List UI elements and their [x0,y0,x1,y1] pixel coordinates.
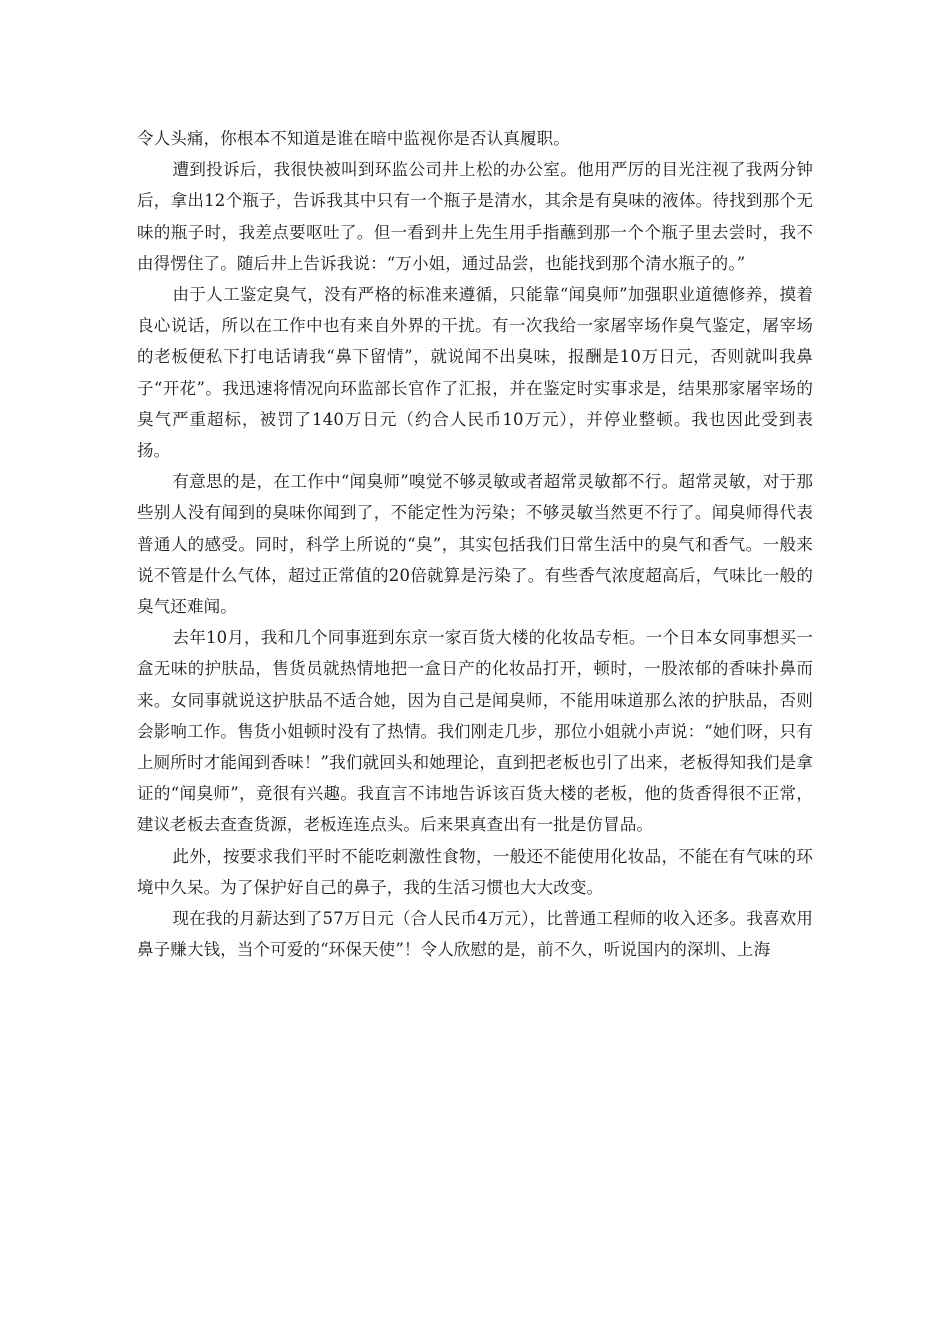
paragraph: 由于人工鉴定臭气，没有严格的标准来遵循，只能靠“闻臭师”加强职业道德修养，摸着良心说话，所以在工作中也有来自外界的干扰。有一次我给一家屠宰场作臭气鉴定，屠宰场的老板便私下打电话请我“鼻下留情”，就说闻不出臭味，报酬是10万日元，否则就叫我鼻子“开花”。我迅速将情况向环监部长官作了汇报，并在鉴定时实事求是，结果那家屠宰场的臭气严重超标，被罚了140万日元（约合人民币10万元），并停业整顿。我也因此受到表扬。 [137,285,813,461]
paragraph: 现在我的月薪达到了57万日元（合人民币4万元），比普通工程师的收入还多。我喜欢用鼻子赚大钱，当个可爱的“环保天使”！令人欣慰的是，前不久，听说国内的深圳、上海 [137,909,813,960]
paragraph: 此外，按要求我们平时不能吃刺激性食物，一般还不能使用化妆品，不能在有气味的环境中久呆。为了保护好自己的鼻子，我的生活习惯也大大改变。 [137,846,813,897]
paragraph-continued: 令人头痛，你根本不知道是谁在暗中监视你是否认真履职。 [137,129,570,148]
paragraph: 有意思的是，在工作中“闻臭师”嗅觉不够灵敏或者超常灵敏都不行。超常灵敏，对于那些别人没有闻到的臭味你闻到了，不能定性为污染；不够灵敏当然更不行了。闻臭师得代表普通人的感受。同时，科学上所说的“臭”，其实包括我们日常生活中的臭气和香气。一般来说不管是什么气体，超过正常值的20倍就算是污染了。有些香气浓度超高后，气味比一般的臭气还难闻。 [137,472,813,617]
paragraph: 去年10月，我和几个同事逛到东京一家百货大楼的化妆品专柜。一个日本女同事想买一盒无味的护肤品，售货员就热情地把一盒日产的化妆品打开，顿时，一股浓郁的香味扑鼻而来。女同事就说这护肤品不适合她，因为自己是闻臭师，不能用味道那么浓的护肤品，否则会影响工作。售货小姐顿时没有了热情。我们刚走几步，那位小姐就小声说：“她们呀，只有上厕所时才能闻到香味！”我们就回头和她理论，直到把老板也引了出来，老板得知我们是拿证的“闻臭师”，竟很有兴趣。我直言不讳地告诉该百货大楼的老板，他的货香得很不正常，建议老板去查查货源，老板连连点头。后来果真查出有一批是仿冒品。 [137,628,813,835]
article-body [137,123,813,965]
paragraph: 遭到投诉后，我很快被叫到环监公司井上松的办公室。他用严厉的目光注视了我两分钟后，拿出12个瓶子，告诉我其中只有一个瓶子是清水，其余是有臭味的液体。待找到那个无味的瓶子时，我差点要呕吐了。但一看到井上先生用手指蘸到那一个个瓶子里去尝时，我不由得愣住了。随后井上告诉我说：“万小姐，通过品尝，也能找到那个清水瓶子的。” [137,160,813,273]
